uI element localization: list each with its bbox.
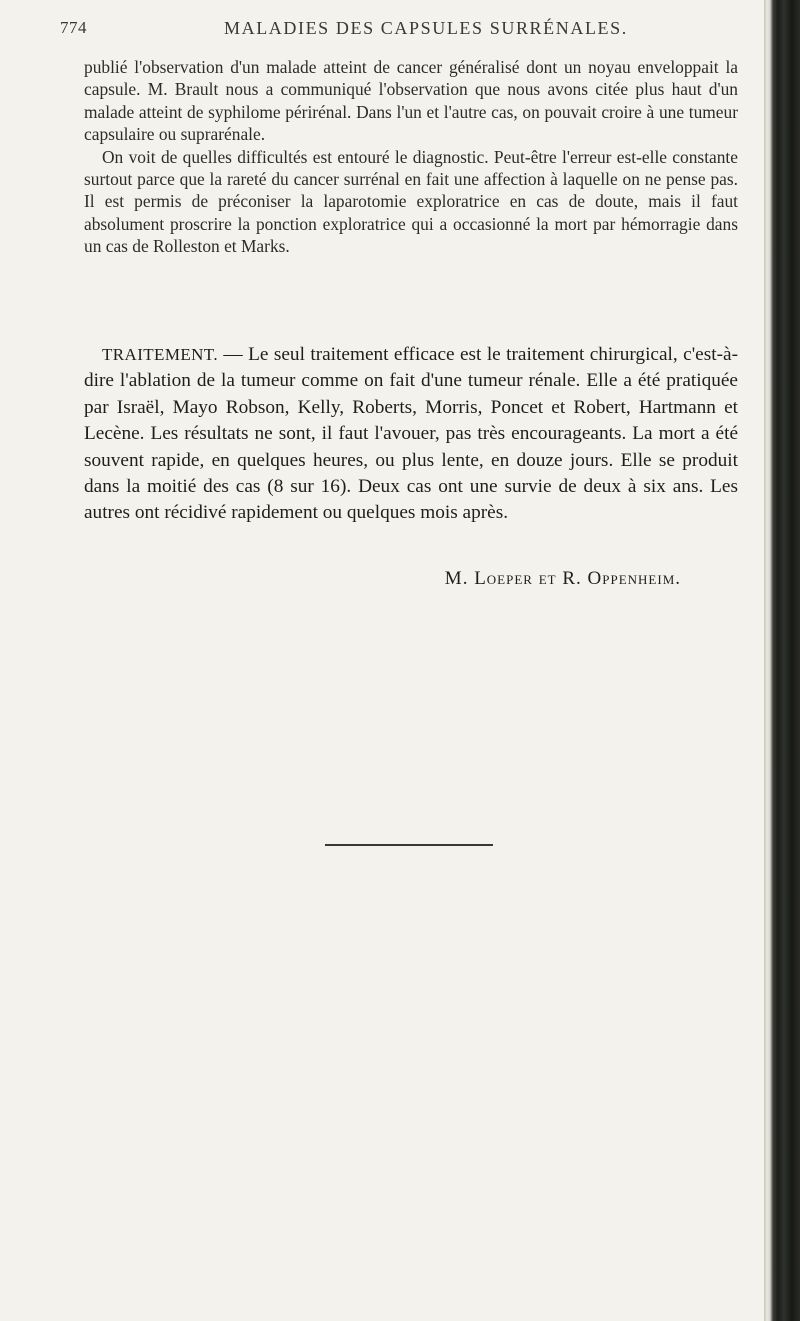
- paragraph-diagnostic: On voit de quelles difficultés est entouré le diagnostic. Peut-être l'erreur est-elle constante surtout parce que la rareté du cancer surrénal en fait une affection à laquelle on ne pense pas. Il est permis de préconiser la laparotomie exploratrice en cas de doute, mais il faut absolument proscrire la ponction exploratrice qui a occasionné la mort par hémorragie dans un cas de Rolleston et Marks.: [84, 146, 738, 257]
- traitement-section: [84, 342, 738, 527]
- author-signature: M. Loeper et R. Oppenheim.: [444, 568, 681, 589]
- traitement-heading: TRAITEMENT.: [102, 345, 218, 364]
- page-number: 774: [60, 18, 87, 37]
- running-head: [60, 14, 760, 42]
- paragraph-continuation: publié l'observation d'un malade atteint de cancer généralisé dont un noyau enveloppait la capsule. M. Brault nous a communiqué l'observation que nous avons citée plus haut d'un malade atteint de syphilome périrénal. Dans l'un et l'autre cas, on pouvait croire à une tumeur capsulaire ou suprarénale.: [84, 57, 738, 145]
- book-binding-edge: [764, 0, 800, 1321]
- body-text: [84, 56, 738, 258]
- traitement-paragraph: [84, 342, 738, 527]
- running-head-title: MALADIES DES CAPSULES SURRÉNALES.: [224, 18, 628, 38]
- traitement-text: — Le seul traitement efficace est le traitement chirurgical, c'est-à-dire l'ablation de la tumeur comme on fait d'une tumeur rénale. Elle a été pratiquée par Israël, Mayo Robson, Kelly, Roberts, Morris, Poncet et Robert, Hartmann et Lecène. Les résultats ne sont, il faut l'avouer, pas très encourageants. La mort a été souvent rapide, en quelques heures, ou plus lente, en douze jours. Elle se produit dans la moitié des cas (8 sur 16). Deux cas ont une survie de deux à six ans. Les autres ont récidivé rapidement ou quelques mois après.: [84, 344, 738, 524]
- section-end-rule: [325, 844, 493, 846]
